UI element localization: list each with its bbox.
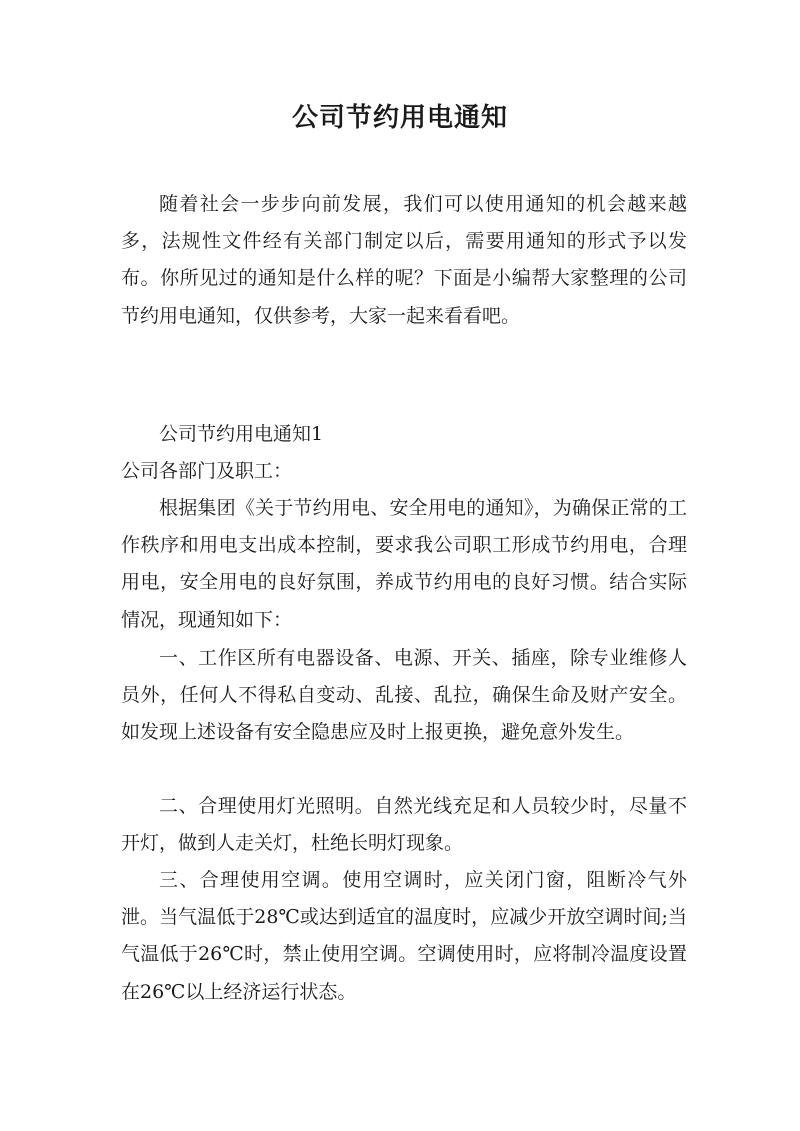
notice-subtitle: 公司节约用电通知1 <box>159 423 324 445</box>
notice-item-1: 一、工作区所有电器设备、电源、开关、插座，除专业维修人员外，任何人不得私自变动、乱接、乱拉，确保生命及财产安全。如发现上述设备有安全隐患应及时上报更换，避免意外发生。 <box>121 647 687 744</box>
intro-paragraph: 随着社会一步步向前发展，我们可以使用通知的机会越来越多，法规性文件经有关部门制定以后，需要用通知的形式予以发布。你所见过的通知是什么样的呢？下面是小编帮大家整理的公司节约用电通知，仅供参考，大家一起来看看吧。 <box>121 193 687 327</box>
document-title: 公司节约用电通知 <box>291 103 508 133</box>
salutation: 公司各部门及职工： <box>121 460 293 482</box>
body-paragraph: 根据集团《关于节约用电、安全用电的通知》，为确保正常的工作秩序和用电支出成本控制，要求我公司职工形成节约用电，合理用电，安全用电的良好氛围，养成节约用电的良好习惯。结合实际情况，现通知如下： <box>121 497 687 631</box>
notice-item-3: 三、合理使用空调。使用空调时，应关闭门窗，阻断冷气外泄。当气温低于28℃或达到适宜的温度时，应减少开放空调时间;当气温低于26℃时，禁止使用空调。空调使用时，应将制冷温度设置在26℃以上经济运行状态。 <box>121 869 687 1003</box>
notice-item-2: 二、合理使用灯光照明。自然光线充足和人员较少时，尽量不开灯，做到人走关灯，杜绝长明灯现象。 <box>121 795 687 855</box>
